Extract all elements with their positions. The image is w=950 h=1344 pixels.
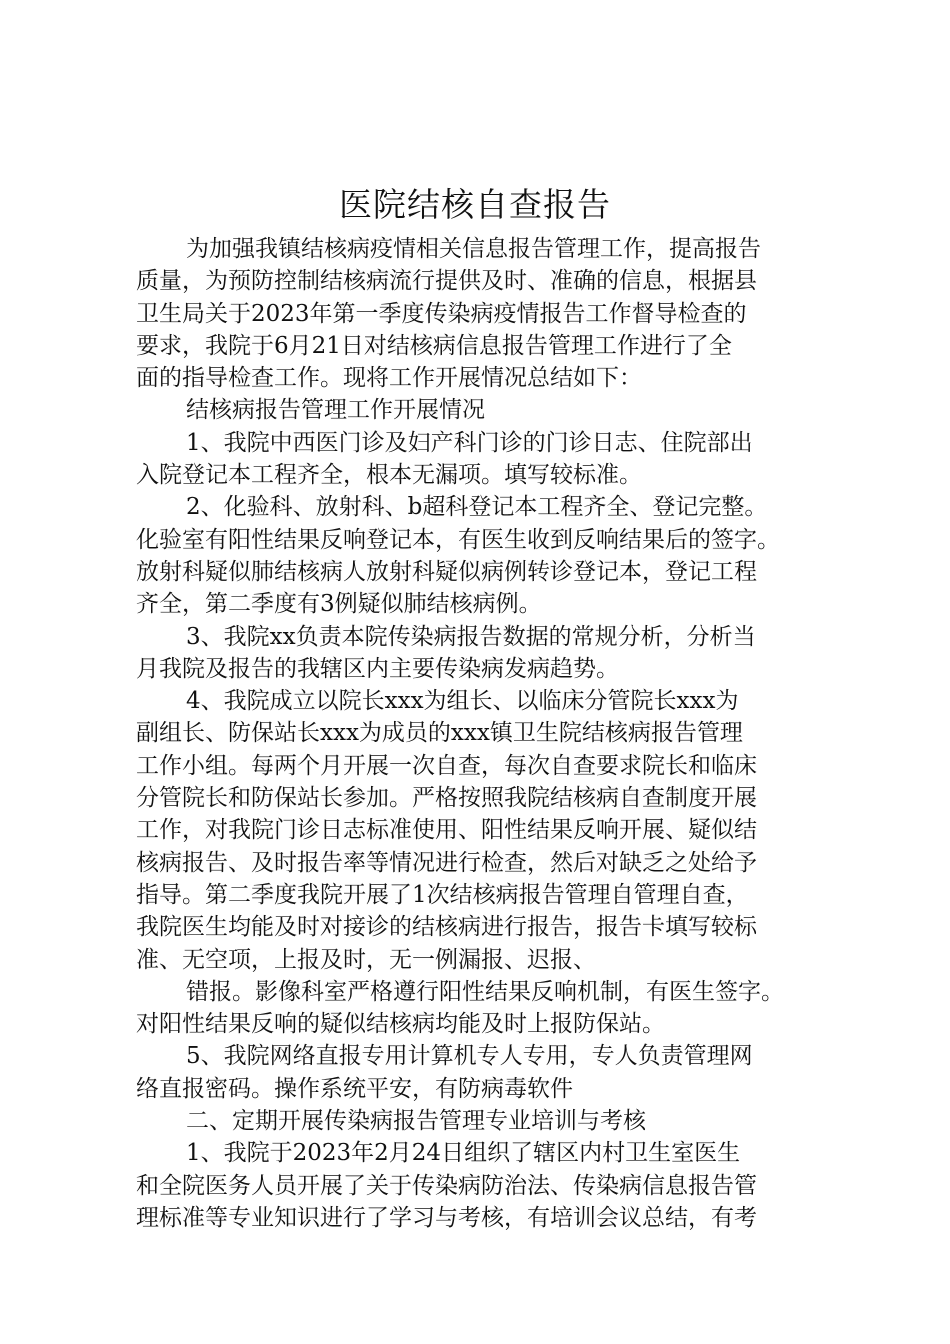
body-text-line: 月我院及报告的我辖区内主要传染病发病趋势。: [136, 655, 619, 682]
body-text-line: 1、我院于2023年2月24日组织了辖区内村卫生室医生: [186, 1140, 741, 1167]
body-text-line: 质量，为预防控制结核病流行提供及时、准确的信息，根据县: [136, 268, 757, 295]
body-text-line: 为加强我镇结核病疫情相关信息报告管理工作，提高报告: [186, 236, 761, 262]
body-text-line: 络直报密码。操作系统平安，有防病毒软件: [136, 1075, 573, 1102]
body-text-line: 卫生局关于2023年第一季度传染病疫情报告工作督导检查的: [136, 300, 747, 327]
body-text-line: 结核病报告管理工作开展情况: [186, 397, 485, 424]
body-text-line: 放射科疑似肺结核病人放射科疑似病例转诊登记本，登记工程: [136, 558, 757, 585]
body-text-line: 准、无空项，上报及时，无一例漏报、迟报、: [136, 946, 596, 973]
body-text-line: 副组长、防保站长xxx为成员的xxx镇卫生院结核病报告管理: [136, 720, 743, 747]
body-text-line: 面的指导检查工作。现将工作开展情况总结如下：: [136, 365, 642, 392]
body-text-line: 对阳性结果反响的疑似结核病均能及时上报防保站。: [136, 1011, 665, 1038]
body-text-line: 3、我院xx负责本院传染病报告数据的常规分析，分析当: [186, 623, 756, 650]
body-text-line: 指导。第二季度我院开展了1次结核病报告管理自管理自查，: [136, 881, 749, 908]
body-text-line: 我院医生均能及时对接诊的结核病进行报告，报告卡填写较标: [136, 914, 757, 941]
body-text-line: 5、我院网络直报专用计算机专人专用，专人负责管理网: [186, 1043, 753, 1070]
body-text-line: 4、我院成立以院长xxx为组长、以临床分管院长xxx为: [186, 688, 739, 715]
document-title: 医院结核自查报告: [339, 185, 611, 224]
document-body: [136, 233, 836, 1234]
body-text-line: 核病报告、及时报告率等情况进行检查，然后对缺乏之处给予: [136, 849, 757, 876]
body-text-line: 齐全，第二季度有3例疑似肺结核病例。: [136, 591, 542, 618]
body-text-line: 要求，我院于6月21日对结核病信息报告管理工作进行了全: [136, 332, 732, 359]
body-text-line: 分管院长和防保站长参加。严格按照我院结核病自查制度开展: [136, 785, 757, 812]
body-text-line: 2、化验科、放射科、b超科登记本工程齐全、登记完整。: [186, 494, 768, 521]
body-text-line: 化验室有阳性结果反响登记本，有医生收到反响结果后的签字。: [136, 526, 780, 553]
body-text-line: 二、定期开展传染病报告管理专业培训与考核: [186, 1108, 646, 1135]
body-text-line: 错报。影像科室严格遵行阳性结果反响机制，有医生签字。: [186, 978, 784, 1005]
body-text-line: 理标准等专业知识进行了学习与考核，有培训会议总结，有考: [136, 1204, 757, 1231]
body-text-line: 1、我院中西医门诊及妇产科门诊的门诊日志、住院部出: [186, 429, 753, 456]
body-text-line: 工作小组。每两个月开展一次自查，每次自查要求院长和临床: [136, 752, 757, 779]
body-text-line: 工作，对我院门诊日志标准使用、阳性结果反响开展、疑似结: [136, 817, 757, 844]
body-text-line: 和全院医务人员开展了关于传染病防治法、传染病信息报告管: [136, 1172, 757, 1199]
body-text-line: 入院登记本工程齐全，根本无漏项。填写较标准。: [136, 462, 642, 489]
